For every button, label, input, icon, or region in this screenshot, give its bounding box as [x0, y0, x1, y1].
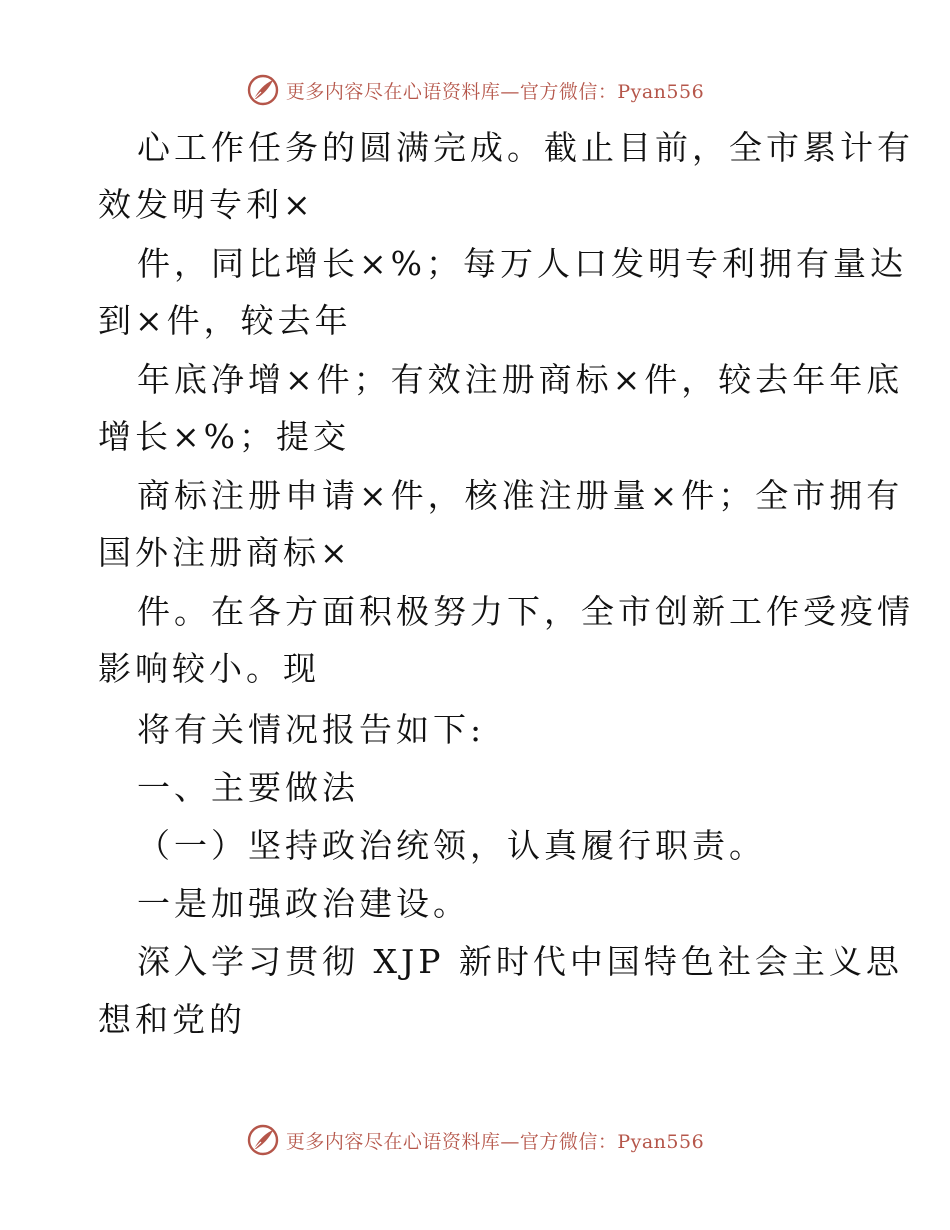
- section-heading: 一、主要做法: [137, 768, 359, 807]
- subsection-heading: （一）坚持政治统领，认真履行职责。: [137, 826, 766, 865]
- body-line: 增长×%；提交: [98, 417, 351, 456]
- body-line: 将有关情况报告如下:: [137, 710, 486, 749]
- body-line: 想和党的: [98, 1000, 246, 1039]
- footer-banner-text: 更多内容尽在心语资料库—官方微信：Pyan556: [285, 1130, 705, 1153]
- footer-banner: [0, 1120, 950, 1160]
- feather-pen-logo-icon: [246, 73, 280, 107]
- body-line: 到×件，较去年: [98, 301, 352, 340]
- body-line: 件，同比增长×%；每万人口发明专利拥有量达: [137, 244, 908, 283]
- body-line: 国外注册商标×: [98, 533, 352, 572]
- body-line: 件。在各方面积极努力下，全市创新工作受疫情: [137, 592, 914, 631]
- body-line: 心工作任务的圆满完成。截止目前，全市累计有: [137, 128, 914, 167]
- body-line: 影响较小。现: [98, 649, 320, 688]
- body-line: 年底净增×件；有效注册商标×件，较去年年底: [137, 360, 904, 399]
- header-banner-text: 更多内容尽在心语资料库—官方微信：Pyan556: [285, 80, 705, 103]
- body-line: 深入学习贯彻 XJP 新时代中国特色社会主义思: [137, 942, 903, 981]
- body-line: 一是加强政治建设。: [137, 884, 470, 923]
- body-line: 效发明专利×: [98, 185, 315, 224]
- header-banner: [0, 70, 950, 110]
- body-line: 商标注册申请×件，核准注册量×件；全市拥有: [137, 476, 904, 515]
- feather-pen-logo-icon: [246, 1123, 280, 1157]
